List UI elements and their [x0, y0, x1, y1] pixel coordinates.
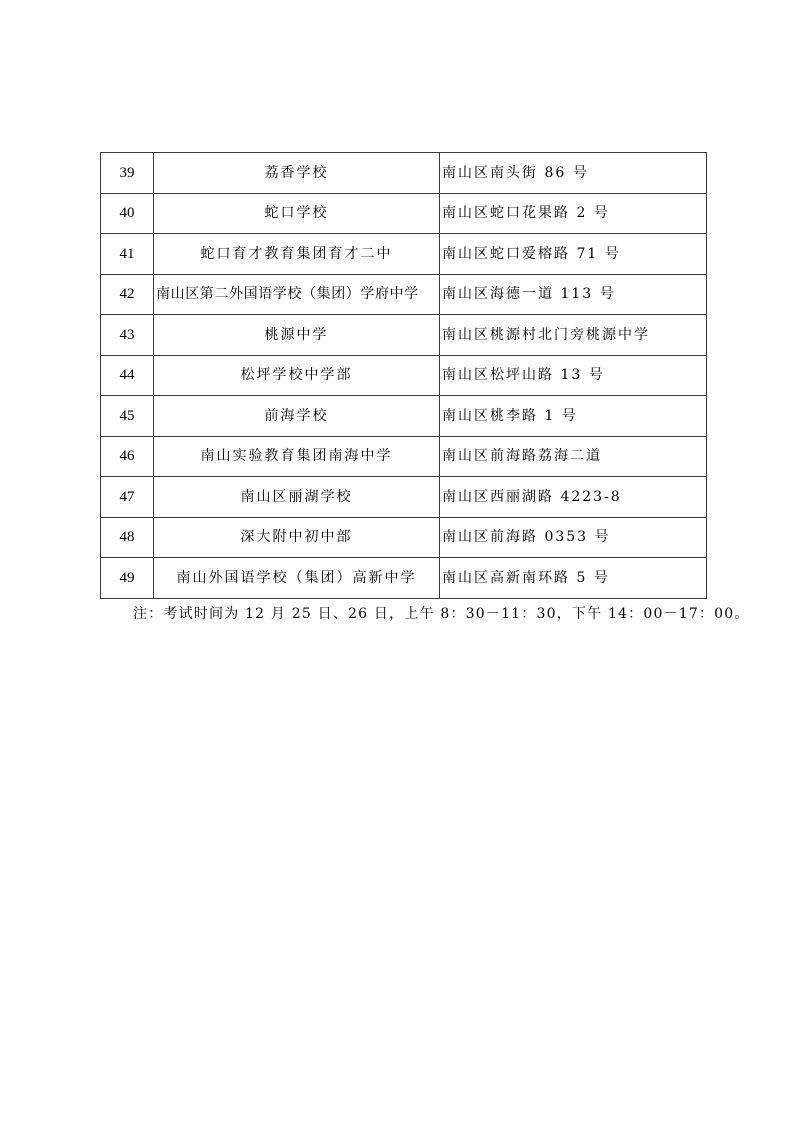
table-row	[101, 477, 707, 518]
school-name: 松坪学校中学部	[154, 355, 440, 396]
table-row	[101, 193, 707, 234]
school-name: 南山区第二外国语学校（集团）学府中学	[154, 274, 440, 315]
school-address: 南山区松坪山路 13 号	[440, 355, 707, 396]
school-name: 桃源中学	[154, 315, 440, 356]
row-number: 44	[101, 355, 154, 396]
school-name: 荔香学校	[154, 153, 440, 194]
table-row	[101, 274, 707, 315]
school-name: 蛇口育才教育集团育才二中	[154, 234, 440, 275]
table-row	[101, 517, 707, 558]
school-address: 南山区桃李路 1 号	[440, 396, 707, 437]
school-address: 南山区海德一道 113 号	[440, 274, 707, 315]
school-address: 南山区南头街 86 号	[440, 153, 707, 194]
school-address: 南山区西丽湖路 4223-8	[440, 477, 707, 518]
row-number: 40	[101, 193, 154, 234]
table-row	[101, 234, 707, 275]
school-address: 南山区蛇口花果路 2 号	[440, 193, 707, 234]
row-number: 47	[101, 477, 154, 518]
table-row	[101, 436, 707, 477]
school-address: 南山区前海路 0353 号	[440, 517, 707, 558]
school-name: 前海学校	[154, 396, 440, 437]
exam-venue-table	[100, 152, 707, 599]
school-address: 南山区高新南环路 5 号	[440, 558, 707, 599]
row-number: 42	[101, 274, 154, 315]
table-row	[101, 558, 707, 599]
school-name: 深大附中初中部	[154, 517, 440, 558]
school-name: 南山区丽湖学校	[154, 477, 440, 518]
school-address: 南山区蛇口爱榕路 71 号	[440, 234, 707, 275]
row-number: 49	[101, 558, 154, 599]
school-name: 蛇口学校	[154, 193, 440, 234]
school-address: 南山区前海路荔海二道	[440, 436, 707, 477]
school-name: 南山外国语学校（集团）高新中学	[154, 558, 440, 599]
row-number: 48	[101, 517, 154, 558]
school-name: 南山实验教育集团南海中学	[154, 436, 440, 477]
table-row	[101, 153, 707, 194]
row-number: 45	[101, 396, 154, 437]
school-address: 南山区桃源村北门旁桃源中学	[440, 315, 707, 356]
exam-time-note: 注：考试时间为 12 月 25 日、26 日，上午 8：30－11：30，下午 14：00－17：00。	[133, 606, 750, 622]
row-number: 43	[101, 315, 154, 356]
table-row	[101, 396, 707, 437]
table-row	[101, 315, 707, 356]
row-number: 41	[101, 234, 154, 275]
row-number: 39	[101, 153, 154, 194]
row-number: 46	[101, 436, 154, 477]
table-row	[101, 355, 707, 396]
